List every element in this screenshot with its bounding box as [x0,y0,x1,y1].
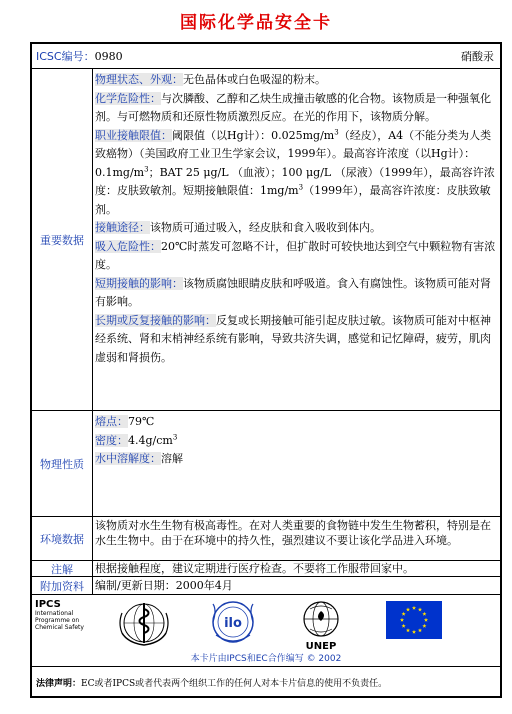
water-solubility: 水中溶解度：溶解 [95,452,183,465]
ipcs-logo: IPCS International Programme on Chemical Safety [35,599,84,631]
short-term-effects: 短期接触的影响：该物质腐蚀眼睛皮肤和呼吸道。食入有腐蚀性。该物质可能对肾有影响。 [95,276,491,308]
section-supplement [32,576,500,594]
section-label-physical: 物理性质 [32,411,93,516]
legal-label: 法律声明： [36,679,82,689]
important-content [94,69,500,410]
chemical-name: 硝酸汞 [461,50,494,63]
supplement-text: 编制/更新日期：2000年4月 [95,579,233,592]
eu-flag-logo [386,601,442,639]
ilo-logo [208,597,258,647]
chemical-hazard: 化学危险性：与次膦酸、乙醇和乙炔生成撞击敏感的化合物。该物质是一种强氧化剂。与可燃物质和还原性物质激烈反应。在光的作用下，该物质分解。 [95,91,491,123]
inhalation-hazard: 吸入危险性：20℃时蒸发可忽略不计，但扩散时可较快地达到空气中颗粒物有害浓度。 [95,239,496,271]
icsc-value: 0980 [94,50,123,63]
physical-state: 物理状态、外观：无色晶体或白色吸湿的粉末。 [95,73,326,86]
legal-notice [36,676,387,689]
notes-text: 根据接触程度，建议定期进行医疗检查。不要将工作服带回家中。 [95,562,414,575]
who-logo [118,599,170,647]
legal-text: EC或者IPCS或者代表两个组织工作的任何人对本卡片信息的使用不负责任。 [81,679,388,689]
section-important [32,68,500,410]
icsc-number [36,48,123,64]
melting-point: 熔点：79℃ [95,415,155,428]
environment-text: 该物质对水生生物有极高毒性。在对人类重要的食物链中发生生物蓄积，特别是在水生生物中。由于在环境中的持久性，强烈建议不要让该化学品进入环境。 [95,519,491,547]
header-row [32,44,500,68]
svg-text:ilo: ilo [224,616,242,631]
physical-content [94,411,500,516]
section-environment [32,516,500,560]
section-label-notes: 注解 [32,561,93,576]
credit-line: 本卡片由IPCS和EC合作编写 © 2002 [190,654,342,664]
unep-logo [296,597,346,651]
logos-row [32,594,500,666]
section-label-important: 重要数据 [32,69,93,410]
exposure-limits: 职业接触限值：阈限值（以Hg计）：$0.025mg/m^3$（经皮），A4（不能分类为人类致癌物）（美国政府工业卫生学家会议，1999年）。最高容许浓度（以Hg计）：$0.1mg/m^3$；BAT 25 μg/L （血液）；100 μg/L （尿液）（1999年），最高容许浓度：皮肤致敏剂。短期接触限值：$1mg/m^3(1999$年），最高容许浓度：皮肤致敏剂。 [95,127,495,216]
card-title: 国际化学品安全卡 [180,13,332,33]
section-physical [32,410,500,516]
section-label-environment: 环境数据 [32,517,93,560]
exposure-route: 接触途径：该物质可通过吸入，经皮肤和食入吸收到体内。 [95,221,381,234]
icsc-label: ICSC编号： [36,50,95,63]
legal-row [32,666,500,698]
section-notes [32,560,500,576]
long-term-effects: 长期或反复接触的影响：反复或长期接触可能引起皮肤过敏。该物质可能对中枢神经系统、肾和末梢神经系统有影响，导致共济失调，感觉和记忆障碍，疲劳，肌肉虚弱和肾损伤。 [95,313,491,364]
density: 密度：$4.4g/cm^3$ [95,432,178,447]
section-label-supplement: 附加资料 [32,577,93,594]
svg-text:UNEP: UNEP [305,641,337,651]
safety-card [30,42,502,698]
